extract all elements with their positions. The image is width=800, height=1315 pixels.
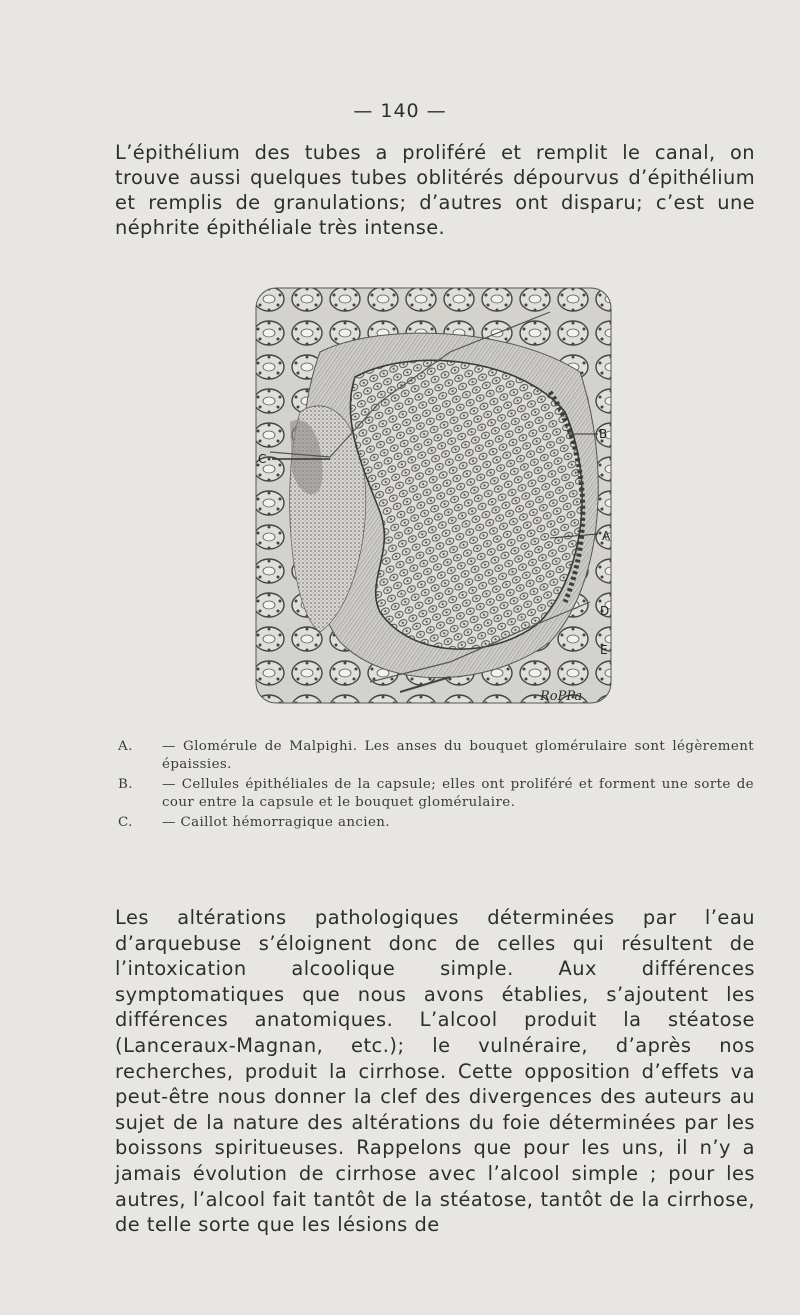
caption-a (118, 738, 754, 774)
figure-label-b: B (599, 427, 608, 441)
figure-label-a: A (602, 529, 611, 543)
figure-label-c: C (258, 452, 267, 466)
caption-c (118, 814, 754, 832)
caption-text: — Cellules épithéliales de la capsule; elles ont proliféré et forment une sorte de cour entre la capsule et le bouquet glomérulaire. (162, 777, 754, 810)
caption-key: A. (118, 739, 133, 754)
glomerulus (350, 360, 582, 649)
histology-illustration (250, 282, 615, 707)
caption-key: B. (118, 777, 133, 792)
figure-signature: RoPPa (540, 689, 583, 704)
paragraph-main: Les altérations pathologiques déterminées par l’eau d’arquebuse s’éloignent donc de celles qui résultent de l’intoxication alcoolique simple. Aux différences symptomatiques que nous avons établies, s’ajoutent les différences anatomiques. L’alcool produit la stéatose (Lanceraux-Magnan, etc.); le vulnéraire, d’après nos recherches, produit la cirrhose. Cette opposition d’effets va peut-être nous donner la clef des divergences des auteurs au sujet de la nature des altérations du foie déterminées par les boissons spiritueuses. Rappelons que pour les uns, il n’y a jamais évolution de cirrhose avec l’alcool simple ; pour les autres, l’alcool fait tantôt de la stéatose, tantôt de la cirrhose, de telle sorte que les lésions de (115, 906, 755, 1237)
caption-b (118, 776, 754, 812)
figure-captions (118, 738, 754, 834)
figure-label-d: D (600, 604, 610, 618)
figure-label-e: E (600, 643, 608, 657)
histology-figure (250, 282, 615, 707)
caption-key: C. (118, 815, 133, 830)
caption-text: — Caillot hémorragique ancien. (162, 815, 390, 830)
paragraph-top: L’épithélium des tubes a proliféré et remplit le canal, on trouve aussi quelques tubes oblitérés dépourvus d’épithélium et remplis de granulations; d’autres ont disparu; c’est une néphrite épithéliale très intense. (115, 141, 755, 239)
page-number: — 140 — (353, 100, 447, 122)
caption-text: — Glomérule de Malpighi. Les anses du bouquet glomérulaire sont légèrement épaissies. (162, 739, 754, 772)
